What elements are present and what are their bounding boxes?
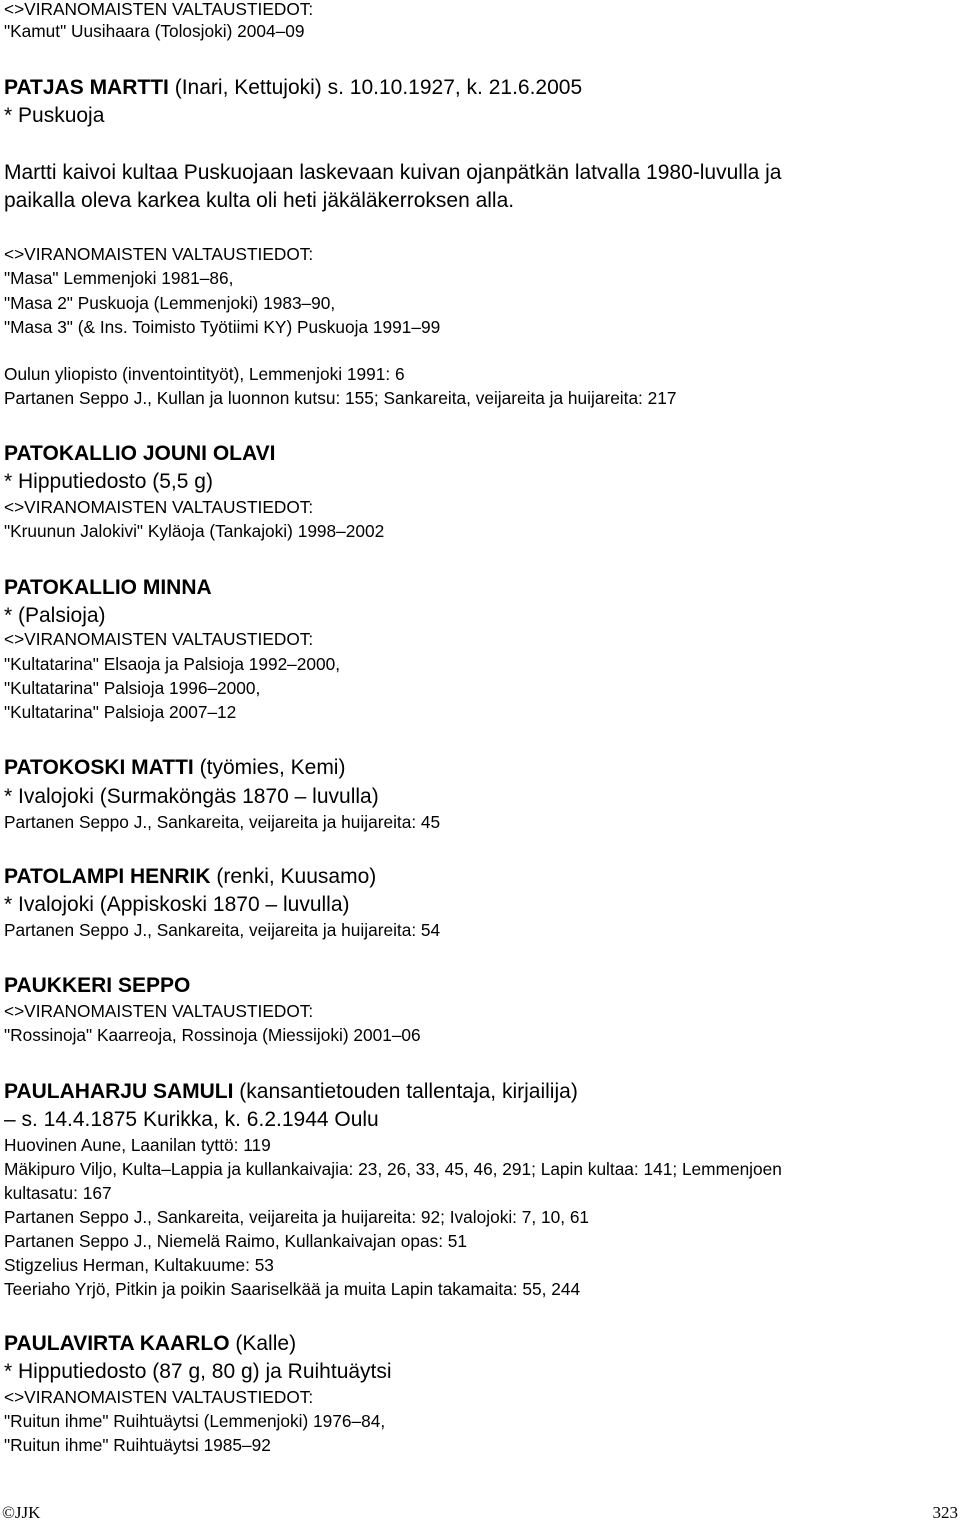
authority-heading: <>VIRANOMAISTEN VALTAUSTIEDOT: [4, 1387, 314, 1407]
location-line: * Ivalojoki (Surmaköngäs 1870 – luvulla) [4, 785, 379, 808]
person-name: PATOKOSKI MATTI [4, 756, 194, 779]
person-details: (työmies, Kemi) [193, 756, 346, 779]
authority-heading: <>VIRANOMAISTEN VALTAUSTIEDOT: [4, 1001, 314, 1021]
person-name: PATJAS MARTTI [4, 76, 169, 99]
claim-entry: "Masa 2" Puskuoja (Lemmenjoki) 1983–90, [4, 293, 336, 313]
location-line: * Hipputiedosto (5,5 g) [4, 470, 213, 493]
source-reference: Partanen Seppo J., Sankareita, veijareita ja huijareita: 92; Ivalojoki: 7, 10, 61 [4, 1207, 590, 1227]
entry-heading [4, 76, 582, 100]
claim-entry: "Masa" Lemmenjoki 1981–86, [4, 268, 234, 288]
person-name: PATOLAMPI HENRIK [4, 865, 211, 888]
claim-entry: "Kultatarina" Elsaoja ja Palsioja 1992–2000, [4, 654, 341, 674]
claim-entry: "Kultatarina" Palsioja 2007–12 [4, 702, 237, 722]
location-line: * Ivalojoki (Appiskoski 1870 – luvulla) [4, 893, 350, 916]
source-reference: Huovinen Aune, Laanilan tyttö: 119 [4, 1135, 271, 1155]
location-line: * Hipputiedosto (87 g, 80 g) ja Ruihtuäytsi [4, 1360, 392, 1383]
source-reference: Teeriaho Yrjö, Pitkin ja poikin Saariselkää ja muita Lapin takamaita: 55, 244 [4, 1279, 581, 1299]
claim-entry: "Kultatarina" Palsioja 1996–2000, [4, 678, 261, 698]
source-reference: Partanen Seppo J., Sankareita, veijareita ja huijareita: 54 [4, 920, 441, 940]
page-number: 323 [932, 1503, 958, 1522]
source-reference: Partanen Seppo J., Sankareita, veijareita ja huijareita: 45 [4, 812, 441, 832]
location-line: * (Palsioja) [4, 604, 106, 627]
description-line: Martti kaivoi kultaa Puskuojaan laskevaan kuivan ojanpätkän latvalla 1980-luvulla ja [4, 161, 782, 184]
authority-heading: <>VIRANOMAISTEN VALTAUSTIEDOT: [4, 629, 314, 649]
source-reference: Stigzelius Herman, Kultakuume: 53 [4, 1255, 274, 1275]
entry-heading: PATOKALLIO MINNA [4, 576, 212, 599]
source-reference: Partanen Seppo J., Niemelä Raimo, Kullankaivajan opas: 51 [4, 1231, 468, 1251]
entry-heading [4, 865, 376, 889]
source-reference: Oulun yliopisto (inventointityöt), Lemmenjoki 1991: 6 [4, 364, 405, 384]
entry-heading: PAUKKERI SEPPO [4, 974, 191, 997]
person-details: (Inari, Kettujoki) s. 10.10.1927, k. 21.6.2005 [168, 76, 583, 99]
claim-entry: "Ruitun ihme" Ruihtuäytsi 1985–92 [4, 1435, 271, 1455]
authority-heading: <>VIRANOMAISTEN VALTAUSTIEDOT: [4, 0, 314, 19]
claim-entry: "Rossinoja" Kaarreoja, Rossinoja (Miessijoki) 2001–06 [4, 1025, 421, 1045]
source-reference: kultasatu: 167 [4, 1183, 112, 1203]
claim-entry: "Kruunun Jalokivi" Kyläoja (Tankajoki) 1998–2002 [4, 521, 385, 541]
entry-heading: PATOKALLIO JOUNI OLAVI [4, 442, 276, 465]
entry-heading [4, 1332, 296, 1356]
life-dates-line: – s. 14.4.1875 Kurikka, k. 6.2.1944 Oulu [4, 1108, 379, 1131]
description-line: paikalla oleva karkea kulta oli heti jäkäläkerroksen alla. [4, 189, 515, 212]
entry-heading [4, 756, 345, 780]
person-name: PAULAVIRTA KAARLO [4, 1332, 230, 1355]
copyright-label: ©JJK [2, 1503, 41, 1522]
source-reference: Mäkipuro Viljo, Kulta–Lappia ja kullankaivajia: 23, 26, 33, 45, 46, 291; Lapin kultaa: 141; Lemmenjoen [4, 1159, 782, 1179]
location-line: * Puskuoja [4, 104, 105, 127]
entry-heading [4, 1080, 578, 1104]
authority-heading: <>VIRANOMAISTEN VALTAUSTIEDOT: [4, 497, 314, 517]
source-reference: Partanen Seppo J., Kullan ja luonnon kutsu: 155; Sankareita, veijareita ja huijareita: 217 [4, 388, 677, 408]
claim-entry: "Masa 3" (& Ins. Toimisto Työtiimi KY) Puskuoja 1991–99 [4, 317, 441, 337]
person-details: (renki, Kuusamo) [210, 865, 377, 888]
claim-entry: "Ruitun ihme" Ruihtuäytsi (Lemmenjoki) 1976–84, [4, 1411, 386, 1431]
person-name: PAULAHARJU SAMULI [4, 1080, 234, 1103]
person-details: (kansantietouden tallentaja, kirjailija) [233, 1080, 578, 1103]
claim-entry: "Kamut" Uusihaara (Tolosjoki) 2004–09 [4, 21, 305, 41]
authority-heading: <>VIRANOMAISTEN VALTAUSTIEDOT: [4, 244, 314, 264]
person-details: (Kalle) [229, 1332, 297, 1355]
